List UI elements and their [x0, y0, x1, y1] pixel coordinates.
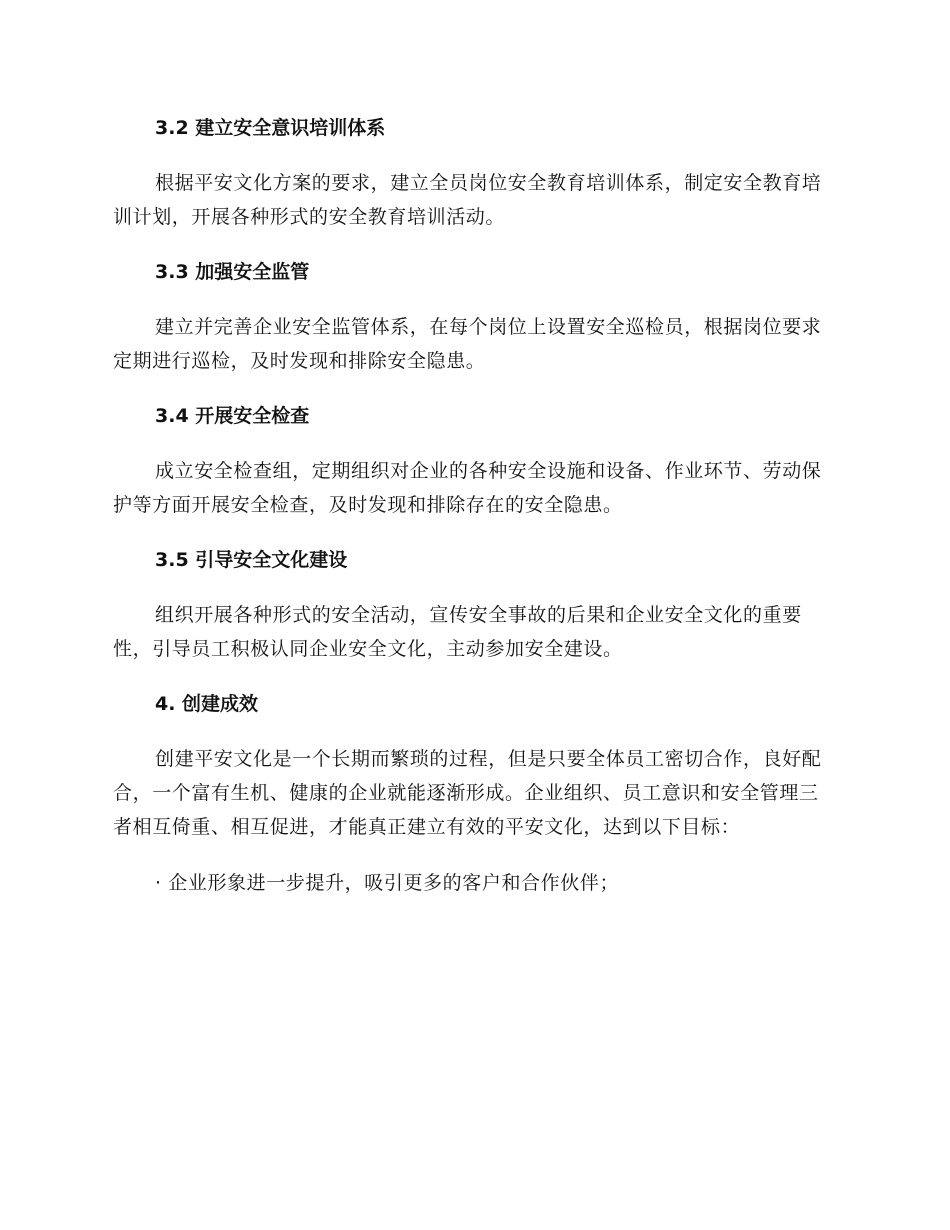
- section-heading-4: 4. 创建成效: [155, 693, 259, 715]
- section-heading-3-2: 3.2 建立安全意识培训体系: [155, 117, 386, 139]
- section-heading-3-3: 3.3 加强安全监管: [155, 261, 310, 283]
- section-paragraph-3-4: 成立安全检查组，定期组织对企业的各种安全设施和设备、作业环节、劳动保护等方面开展安全检查，及时发现和排除存在的安全隐患。: [113, 460, 822, 516]
- section-heading-3-4: 3.4 开展安全检查: [155, 405, 310, 427]
- section-heading-3-5: 3.5 引导安全文化建设: [155, 549, 348, 571]
- section-paragraph-3-3: 建立并完善企业安全监管体系，在每个岗位上设置安全巡检员，根据岗位要求定期进行巡检，及时发现和排除安全隐患。: [113, 316, 822, 372]
- section-paragraph-3-5: 组织开展各种形式的安全活动，宣传安全事故的后果和企业安全文化的重要性，引导员工积极认同企业安全文化，主动参加安全建设。: [113, 604, 802, 660]
- document-body: [113, 112, 833, 900]
- section-paragraph-3-2: 根据平安文化方案的要求，建立全员岗位安全教育培训体系，制定安全教育培训计划，开展各种形式的安全教育培训活动。: [113, 172, 822, 228]
- bullet-item: · 企业形象进一步提升，吸引更多的客户和合作伙伴；: [155, 872, 620, 894]
- section-paragraph-4: 创建平安文化是一个长期而繁琐的过程，但是只要全体员工密切合作，良好配合，一个富有生机、健康的企业就能逐渐形成。企业组织、员工意识和安全管理三者相互倚重、相互促进，才能真正建立有效的平安文化，达到以下目标：: [113, 748, 822, 838]
